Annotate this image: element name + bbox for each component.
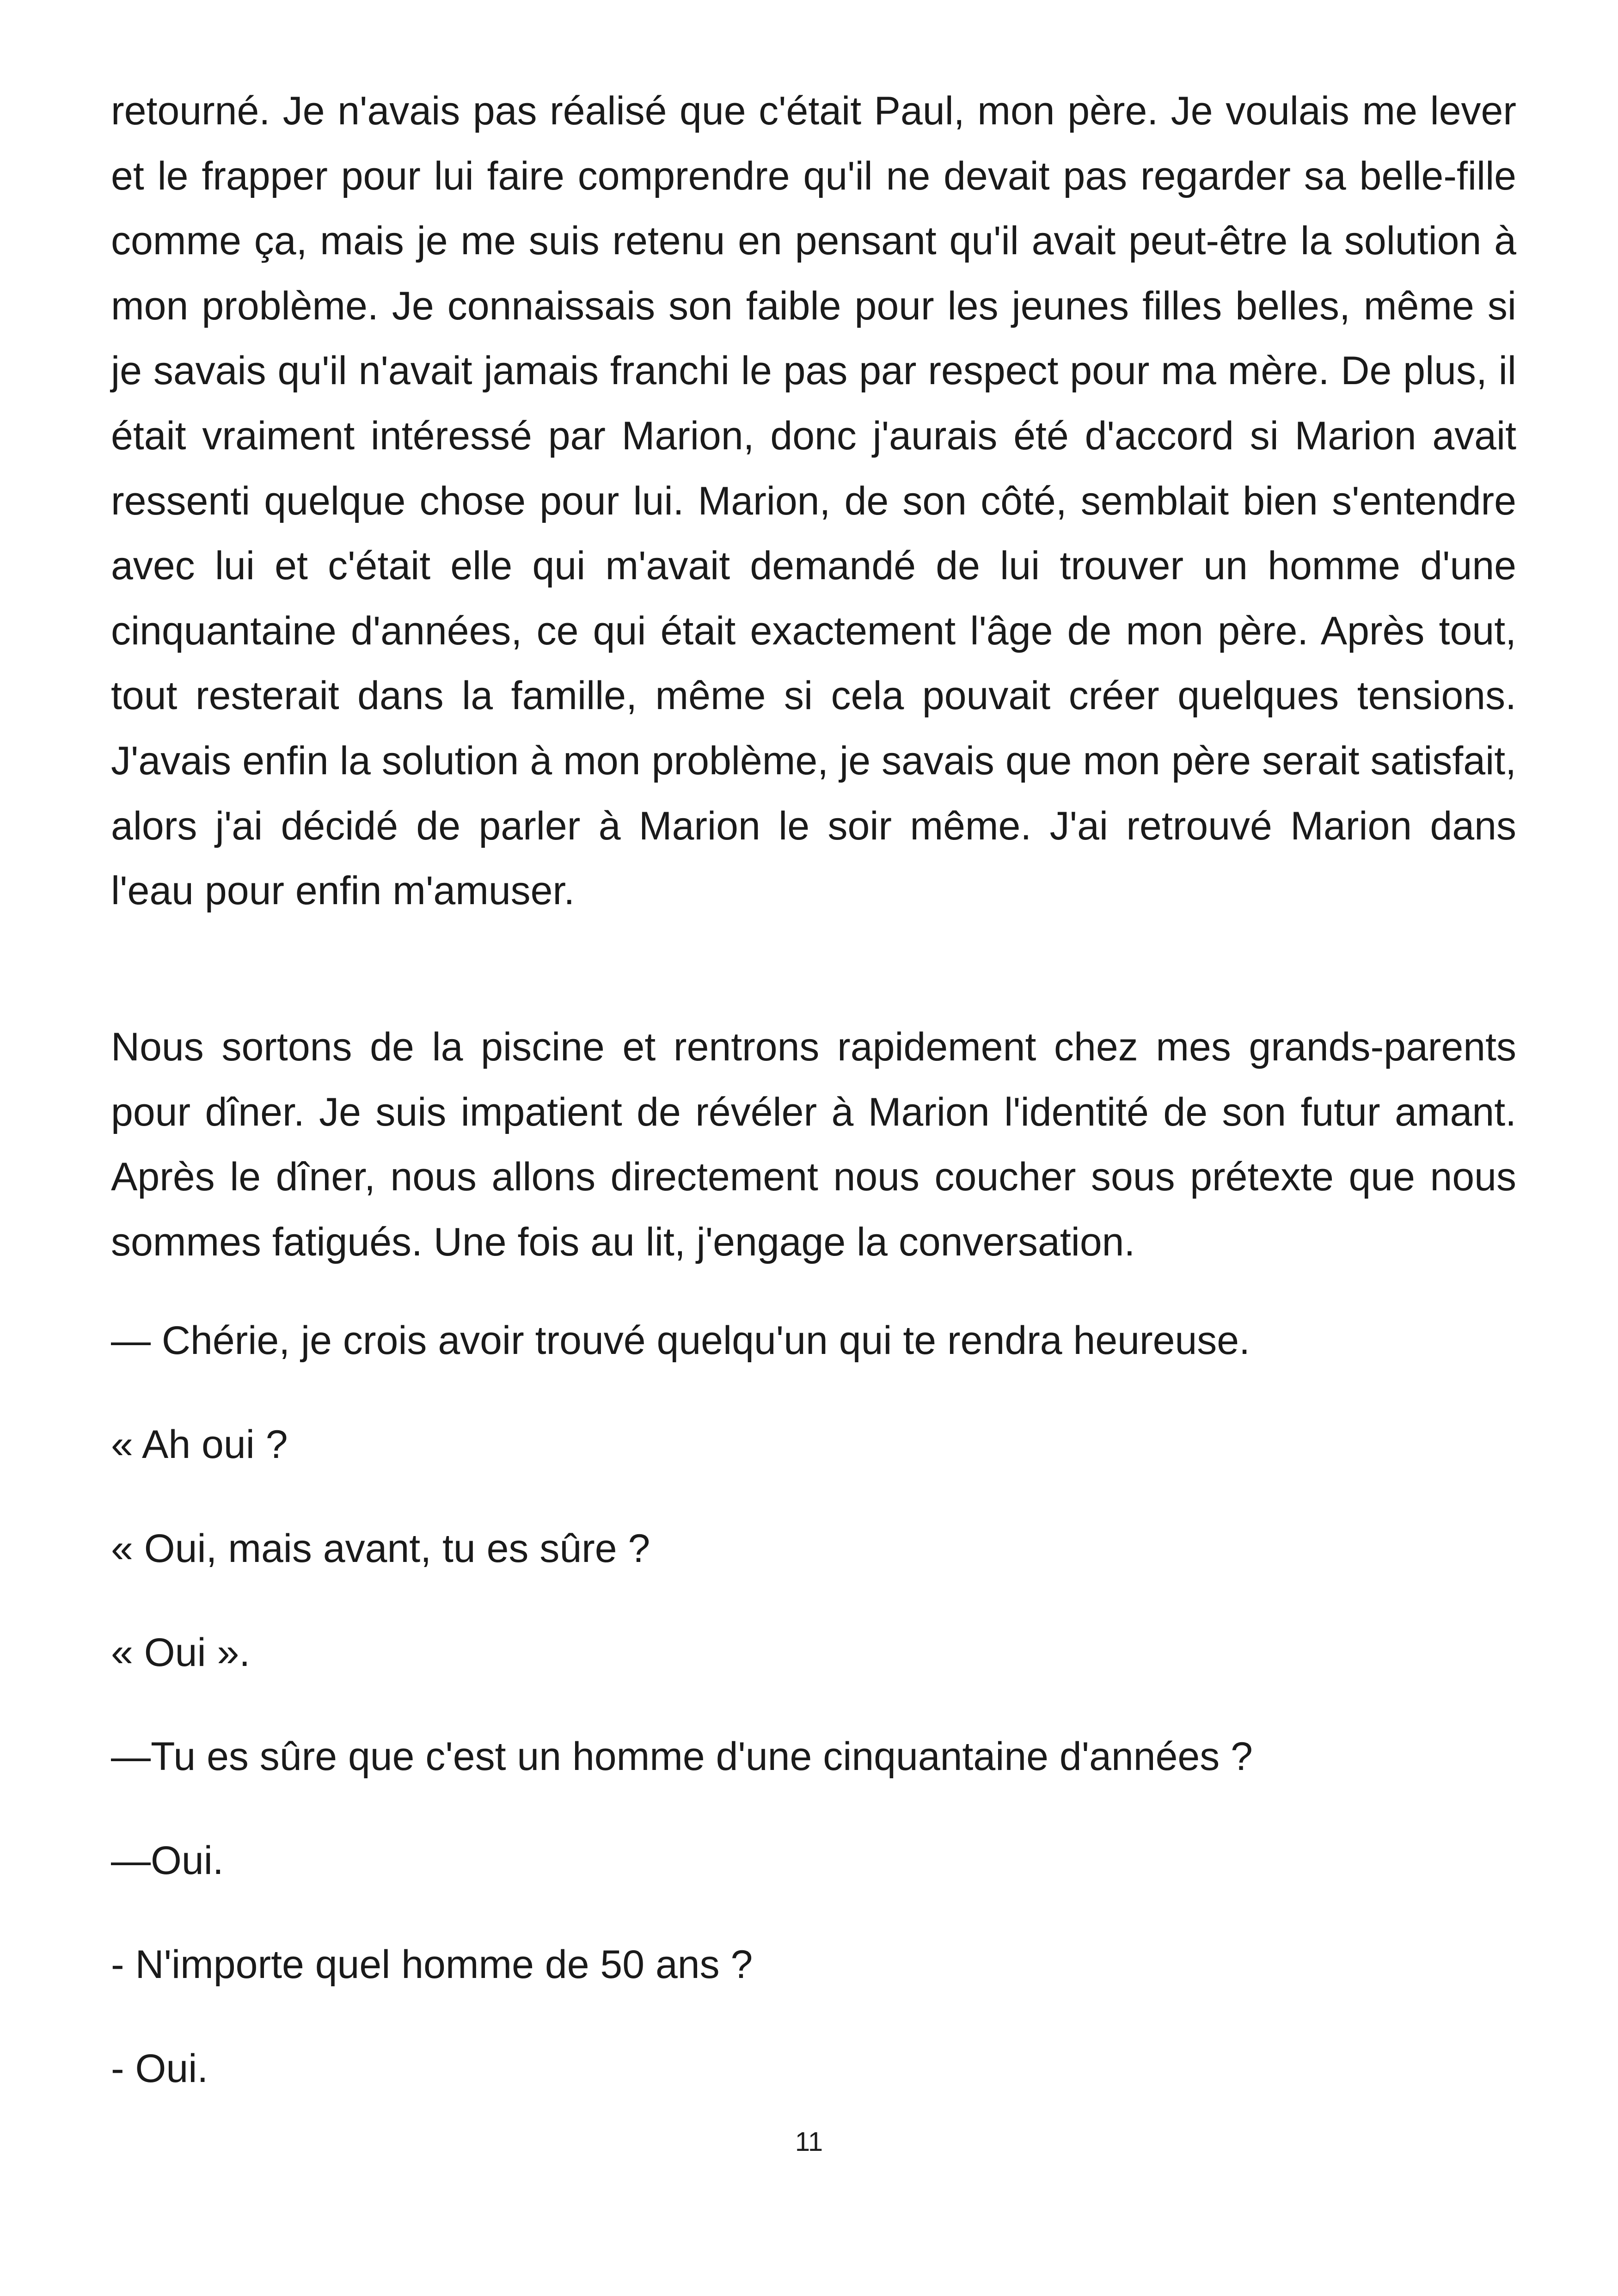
dialogue-line-5: —Tu es sûre que c'est un homme d'une cinquantaine d'années ? xyxy=(111,1734,1253,1779)
paragraph-2: Nous sortons de la piscine et rentrons rapidement chez mes grands-parents pour dîner. Je suis impatient de révéler à Marion l'identité de son futur amant. Après le dîner, nous allons directement nous coucher sous prétexte que nous sommes fatigués. Une fois au lit, j'engage la conversation. xyxy=(111,1025,1516,1264)
dialogue-line-7: - N'importe quel homme de 50 ans ? xyxy=(111,1942,753,1987)
dialogue-line-4: « Oui ». xyxy=(111,1630,251,1675)
dialogue-line-6: —Oui. xyxy=(111,1838,224,1883)
dialogue-line-8: - Oui. xyxy=(111,2046,208,2091)
page-number: 11 xyxy=(795,2127,823,2157)
paragraph-1: retourné. Je n'avais pas réalisé que c'était Paul, mon père. Je voulais me lever et le frapper pour lui faire comprendre qu'il ne devait pas regarder sa belle-fille comme ça, mais je me suis retenu en pensant qu'il avait peut-être la solution à mon problème. Je connaissais son faible pour les jeunes filles belles, même si je savais qu'il n'avait jamais franchi le pas par respect pour ma mère. De plus, il était vraiment intéressé par Marion, donc j'aurais été d'accord si Marion avait ressenti quelque chose pour lui. Marion, de son côté, semblait bien s'entendre avec lui et c'était elle qui m'avait demandé de lui trouver un homme d'une cinquantaine d'années, ce qui était exactement l'âge de mon père. Après tout, tout resterait dans la famille, même si cela pouvait créer quelques tensions. J'avais enfin la solution à mon problème, je savais que mon père serait satisfait, alors j'ai décidé de parler à Marion le soir même. J'ai retrouvé Marion dans l'eau pour enfin m'amuser. xyxy=(111,89,1516,913)
dialogue-line-2: « Ah oui ? xyxy=(111,1422,288,1467)
dialogue-line-1: — Chérie, je crois avoir trouvé quelqu'un qui te rendra heureuse. xyxy=(111,1318,1250,1363)
dialogue-line-3: « Oui, mais avant, tu es sûre ? xyxy=(111,1526,650,1571)
